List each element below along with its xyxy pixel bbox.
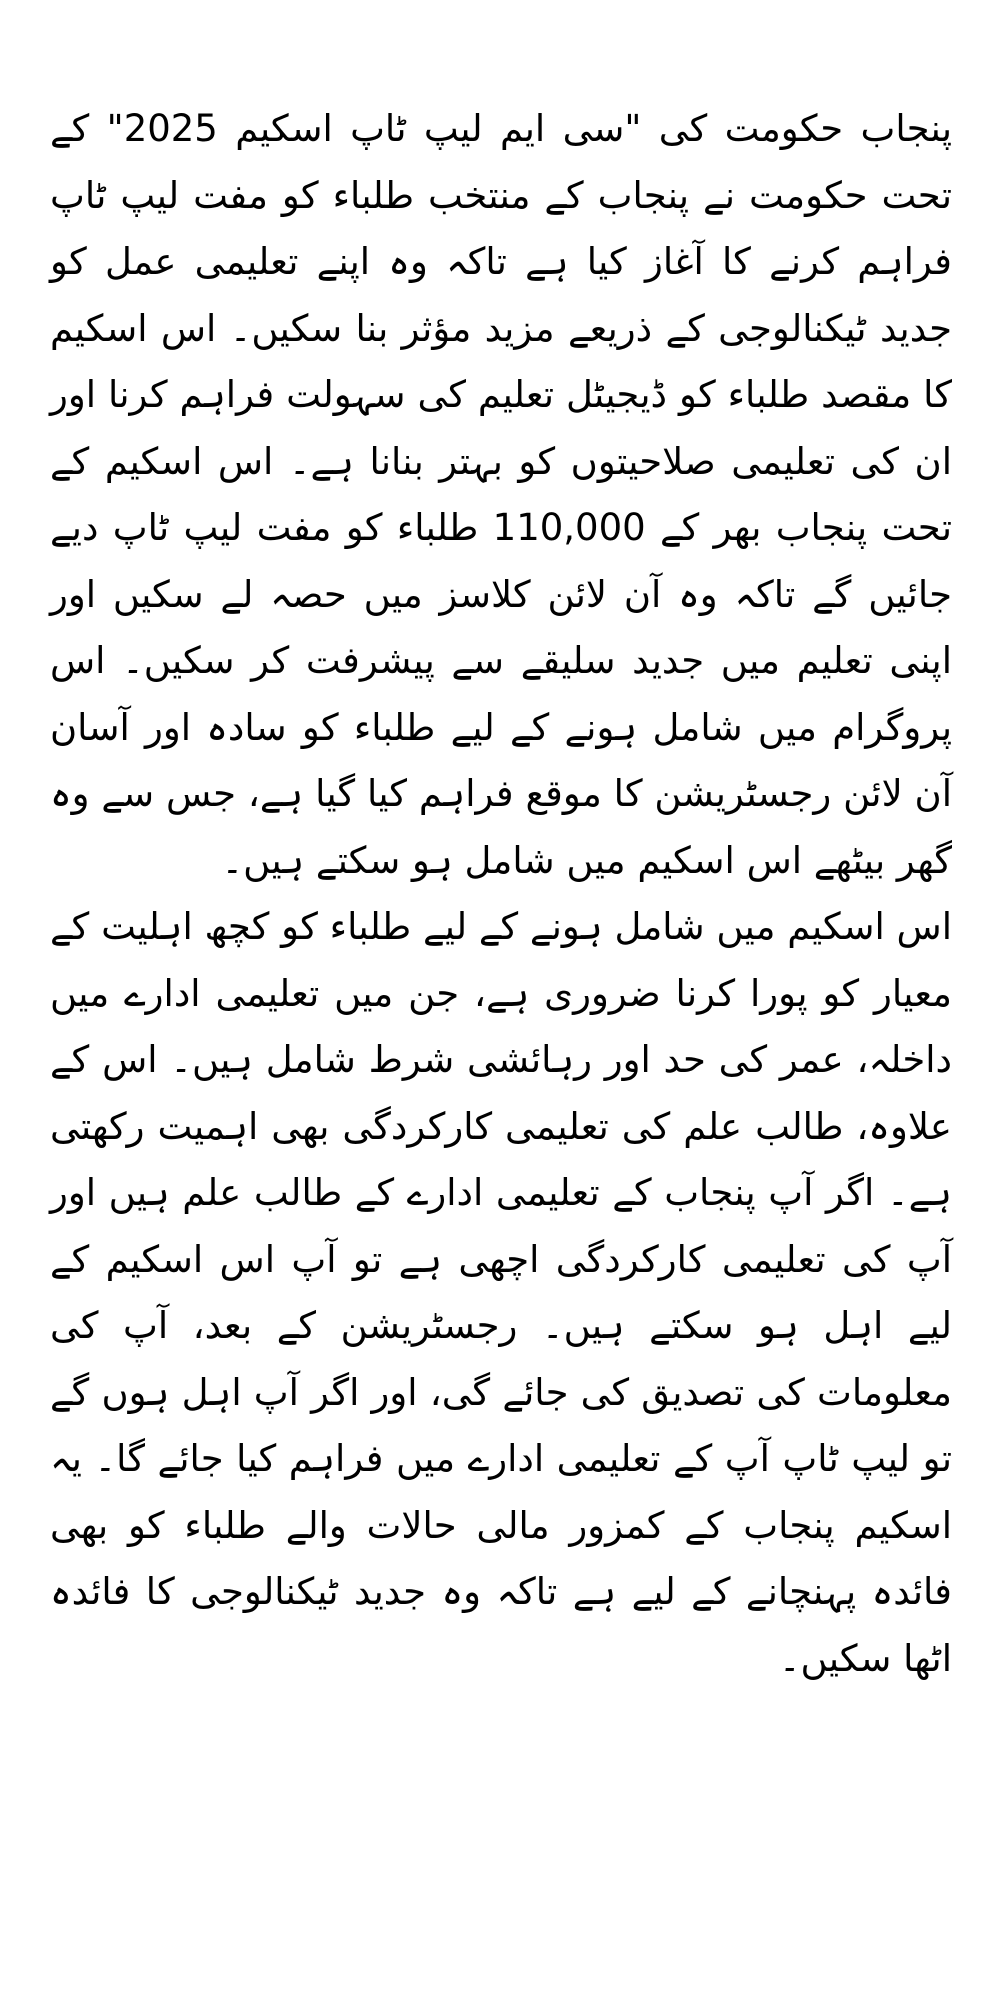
article-paragraph-1: پنجاب حکومت کی "سی ایم لیپ ٹاپ اسکیم 2025" کے تحت حکومت نے پنجاب کے منتخب طلباء کو مفت لیپ ٹاپ فراہم کرنے کا آغاز کیا ہے تاکہ وہ اپنے تعلیمی عمل کو جدید ٹیکنالوجی کے ذریعے مزید مؤثر بنا سکیں۔ اس اسکیم کا مقصد طلباء کو ڈیجیٹل تعلیم کی سہولت فراہم کرنا اور ان کی تعلیمی صلاحیتوں کو بہتر بنانا ہے۔ اس اسکیم کے تحت پنجاب بھر کے 110,000 طلباء کو مفت لیپ ٹاپ دیے جائیں گے تاکہ وہ آن لائن کلاسز میں حصہ لے سکیں اور اپنی تعلیم میں جدید سلیقے سے پیشرفت کر سکیں۔ اس پروگرام میں شامل ہونے کے لیے طلباء کو سادہ اور آسان آن لائن رجسٹریشن کا موقع فراہم کیا گیا ہے، جس سے وہ گھر بیٹھے اس اسکیم میں شامل ہو سکتے ہیں۔	[50, 107, 952, 882]
article-paragraph-2: اس اسکیم میں شامل ہونے کے لیے طلباء کو کچھ اہلیت کے معیار کو پورا کرنا ضروری ہے، جن میں تعلیمی ادارے میں داخلہ، عمر کی حد اور رہائشی شرط شامل ہیں۔ اس کے علاوہ، طالب علم کی تعلیمی کارکردگی بھی اہمیت رکھتی ہے۔ اگر آپ پنجاب کے تعلیمی ادارے کے طالب علم ہیں اور آپ کی تعلیمی کارکردگی اچھی ہے تو آپ اس اسکیم کے لیے اہل ہو سکتے ہیں۔ رجسٹریشن کے بعد، آپ کی معلومات کی تصدیق کی جائے گی، اور اگر آپ اہل ہوں گے تو لیپ ٹاپ آپ کے تعلیمی ادارے میں فراہم کیا جائے گا۔ یہ اسکیم پنجاب کے کمزور مالی حالات والے طلباء کو بھی فائدہ پہنچانے کے لیے ہے تاکہ وہ جدید ٹیکنالوجی کا فائدہ اٹھا سکیں۔	[50, 905, 952, 1680]
